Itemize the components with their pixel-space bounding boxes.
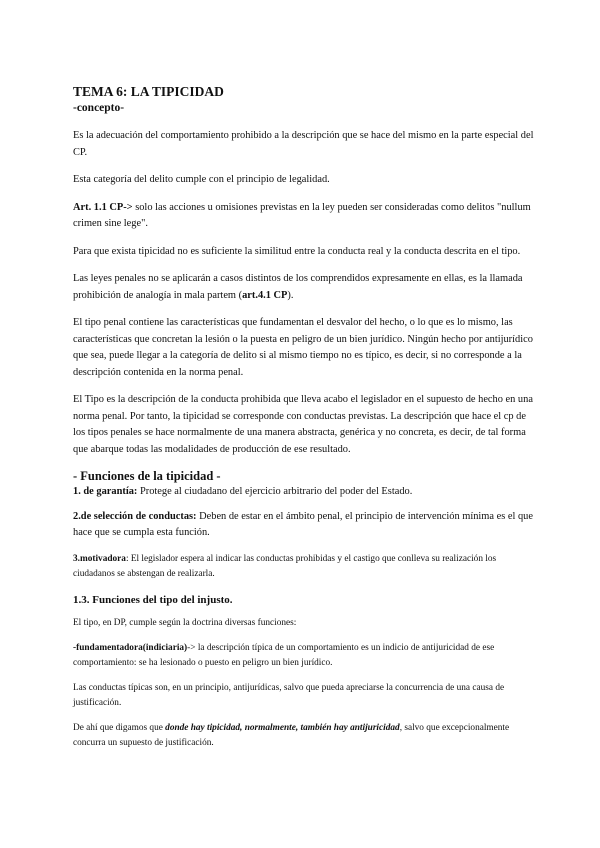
paragraph-tipo-penal: El tipo penal contiene las características que fundamentan el desvalor del hecho, o lo que es lo mismo, las características que concretan la lesión o la puesta en peligro de un bien jurídico. Ningún hecho por antijurídico que sea, puede llegar a la categoría de delito si al mismo tiempo no es típico, es decir, si no corresponde a la descripción contenida en la norma penal. [73,317,533,378]
document-title: TEMA 6: LA TIPICIDAD [73,84,224,99]
article-reference: Art. 1.1 CP-> [73,201,133,213]
function-motivadora-label: 3.motivadora [73,553,126,564]
heading-funciones-injusto: 1.3. Funciones del tipo del injusto. [73,593,233,606]
paragraph-conductas-tipicas: Las conductas típicas son, en un principio, antijurídicas, salvo que pueda apreciarse la concurrencia de una causa de justificación. [73,682,505,708]
paragraph-similitude: Para que exista tipicidad no es suficiente la similitud entre la conducta real y la conducta descrita en el tipo. [73,245,521,257]
fundamentadora-label: -fundamentadora(indiciaria) [73,642,188,653]
paragraph-conclusion [73,721,540,751]
conclusion-emphasis: donde hay tipicidad, normalmente, también hay antijuricidad [165,722,400,733]
heading-funciones-tipicidad: - Funciones de la tipicidad - [73,469,221,483]
conclusion-start: De ahí que digamos que [73,722,166,733]
function-seleccion-text: Deben de estar en el ámbito penal, el principio de intervención mínima es el que hace que se cumpla esta función. [73,510,533,538]
section-subtitle-concepto: -concepto- [73,102,125,114]
paragraph-doctrina: El tipo, en DP, cumple según la doctrina diversas funciones: [73,617,297,628]
fundamentadora-text: -> la descripción típica de un comportamiento es un indicio de antijuricidad de ese comportamiento: se ha lesionado o puesto en peligro un bien jurídico. [73,642,495,668]
function-motivadora-text: : El legislador espera al indicar las conductas prohibidas y el castigo que conlleva su realización los ciudadanos se abstengan de realizarla. [73,553,497,579]
article-text: solo las acciones u omisiones previstas en la ley pueden ser consideradas como delitos "nullum crimen sine lege". [73,201,531,229]
function-motivadora [73,552,540,582]
paragraph-art-1-1 [73,200,540,233]
analogy-end: ). [287,289,294,301]
function-seleccion [73,509,540,542]
function-garantia-text: Protege al ciudadano del ejercicio arbitrario del poder del Estado. [137,486,413,497]
paragraph-tipo-descripcion: El Tipo es la descripción de la conducta prohibida que lleva acabo el legislador en el supuesto de hecho en una norma penal. Por tanto, la tipicidad se corresponde con conductas previstas. La descripción que hace el cp de los tipos penales se hace normalmente de una manera abstracta, genérica y no concreta, es decir, de tal forma que abarque todas las modalidades de producción de ese resultado. [73,394,533,455]
paragraph-definition: Es la adecuación del comportamiento prohibido a la descripción que se hace del mismo en la parte especial del CP. [73,130,534,158]
paragraph-legality: Esta categoría del delito cumple con el principio de legalidad. [73,174,330,185]
paragraph-analogy [73,271,540,304]
analogy-text: Las leyes penales no se aplicarán a casos distintos de los comprendidos expresamente en ellas, es la llamada prohibición de analogía in mala partem ( [73,273,523,301]
paragraph-fundamentadora [73,641,540,671]
analogy-article-reference: art.4.1 CP [242,289,288,301]
function-seleccion-label: 2.de selección de conductas: [73,510,197,522]
function-garantia [73,484,540,501]
conclusion-end: , salvo que excepcionalmente concurra un supuesto de justificación. [73,722,510,748]
function-garantia-label: 1. de garantía: [73,486,138,497]
